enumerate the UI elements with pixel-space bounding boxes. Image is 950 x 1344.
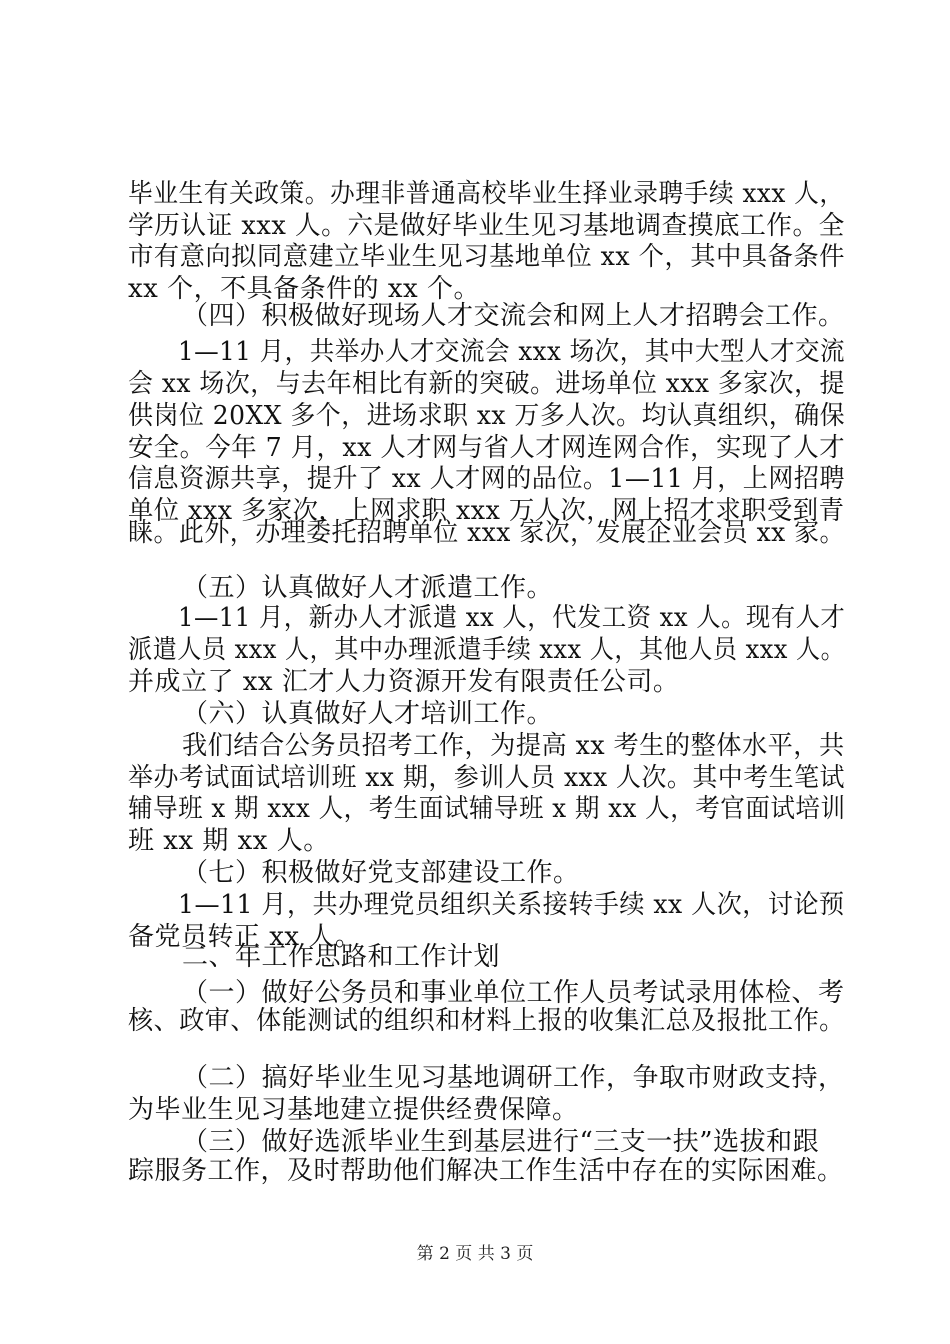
paragraph-line: （一）做好公务员和事业单位工作人员考试录用体检、考 — [182, 978, 845, 1008]
paragraph-line: 备党员转正 xx 人。 — [128, 922, 362, 952]
paragraph-line: 踪服务工作，及时帮助他们解决工作生活中存在的实际困难。 — [128, 1156, 844, 1186]
paragraph-line: 市有意向拟同意建立毕业生见习基地单位 xx 个，其中具备条件 — [128, 242, 845, 272]
paragraph-line: 举办考试面试培训班 xx 期，参训人员 xxx 人次。其中考生笔试 — [128, 763, 845, 793]
paragraph-line: 安全。今年 7 月，xx 人才网与省人才网连网合作，实现了人才 — [128, 433, 846, 463]
paragraph-line: 我们结合公务员招考工作，为提高 xx 考生的整体水平，共 — [182, 731, 845, 761]
page-number-footer: 第 2 页 共 3 页 — [416, 1244, 534, 1264]
paragraph-line: 学历认证 xxx 人。六是做好毕业生见习基地调查摸底工作。全 — [128, 211, 845, 241]
paragraph-line: 班 xx 期 xx 人。 — [128, 826, 330, 856]
paragraph-line: 睐。此外，办理委托招聘单位 xxx 家次，发展企业会员 xx 家。 — [128, 518, 845, 548]
paragraph-line: 辅导班 x 期 xxx 人，考生面试辅导班 x 期 xx 人，考官面试培训 — [128, 794, 846, 824]
paragraph-line: （二）搞好毕业生见习基地调研工作，争取市财政支持， — [182, 1063, 845, 1093]
paragraph-line: 1—11 月，共办理党员组织关系接转手续 xx 人次，讨论预 — [178, 890, 845, 920]
paragraph-line: xx 个，不具备条件的 xx 个。 — [128, 274, 480, 304]
paragraph-line: 派遣人员 xxx 人，其中办理派遣手续 xxx 人，其他人员 xxx 人。 — [128, 635, 846, 665]
section-heading: （六）认真做好人才培训工作。 — [182, 699, 554, 729]
paragraph-line: 单位 xxx 多家次，上网求职 xxx 万人次，网上招才求职受到青 — [128, 496, 845, 526]
section-heading: （七）积极做好党支部建设工作。 — [182, 858, 580, 888]
paragraph-line: 毕业生有关政策。办理非普通高校毕业生择业录聘手续 xxx 人， — [128, 179, 845, 209]
section-heading: （四）积极做好现场人才交流会和网上人才招聘会工作。 — [182, 301, 845, 331]
paragraph-line: 为毕业生见习基地建立提供经费保障。 — [128, 1095, 579, 1125]
paragraph-line: 并成立了 xx 汇才人力资源开发有限责任公司。 — [128, 667, 680, 697]
paragraph-line: 核、政审、体能测试的组织和材料上报的收集汇总及报批工作。 — [128, 1006, 845, 1036]
paragraph-line: （三）做好选派毕业生到基层进行“三支一扶”选拔和跟 — [182, 1127, 820, 1157]
section-heading: 二、年工作思路和工作计划 — [182, 942, 501, 972]
paragraph-line: 1—11 月，新办人才派遣 xx 人，代发工资 xx 人。现有人才 — [178, 603, 846, 633]
section-heading: （五）认真做好人才派遣工作。 — [182, 573, 554, 603]
paragraph-line: 信息资源共享，提升了 xx 人才网的品位。1—11 月，上网招聘 — [128, 464, 845, 494]
paragraph-line: 会 xx 场次，与去年相比有新的突破。进场单位 xxx 多家次，提 — [128, 369, 845, 399]
paragraph-line: 1—11 月，共举办人才交流会 xxx 场次，其中大型人才交流 — [178, 337, 846, 367]
paragraph-line: 供岗位 20XX 多个，进场求职 xx 万多人次。均认真组织，确保 — [128, 401, 846, 431]
